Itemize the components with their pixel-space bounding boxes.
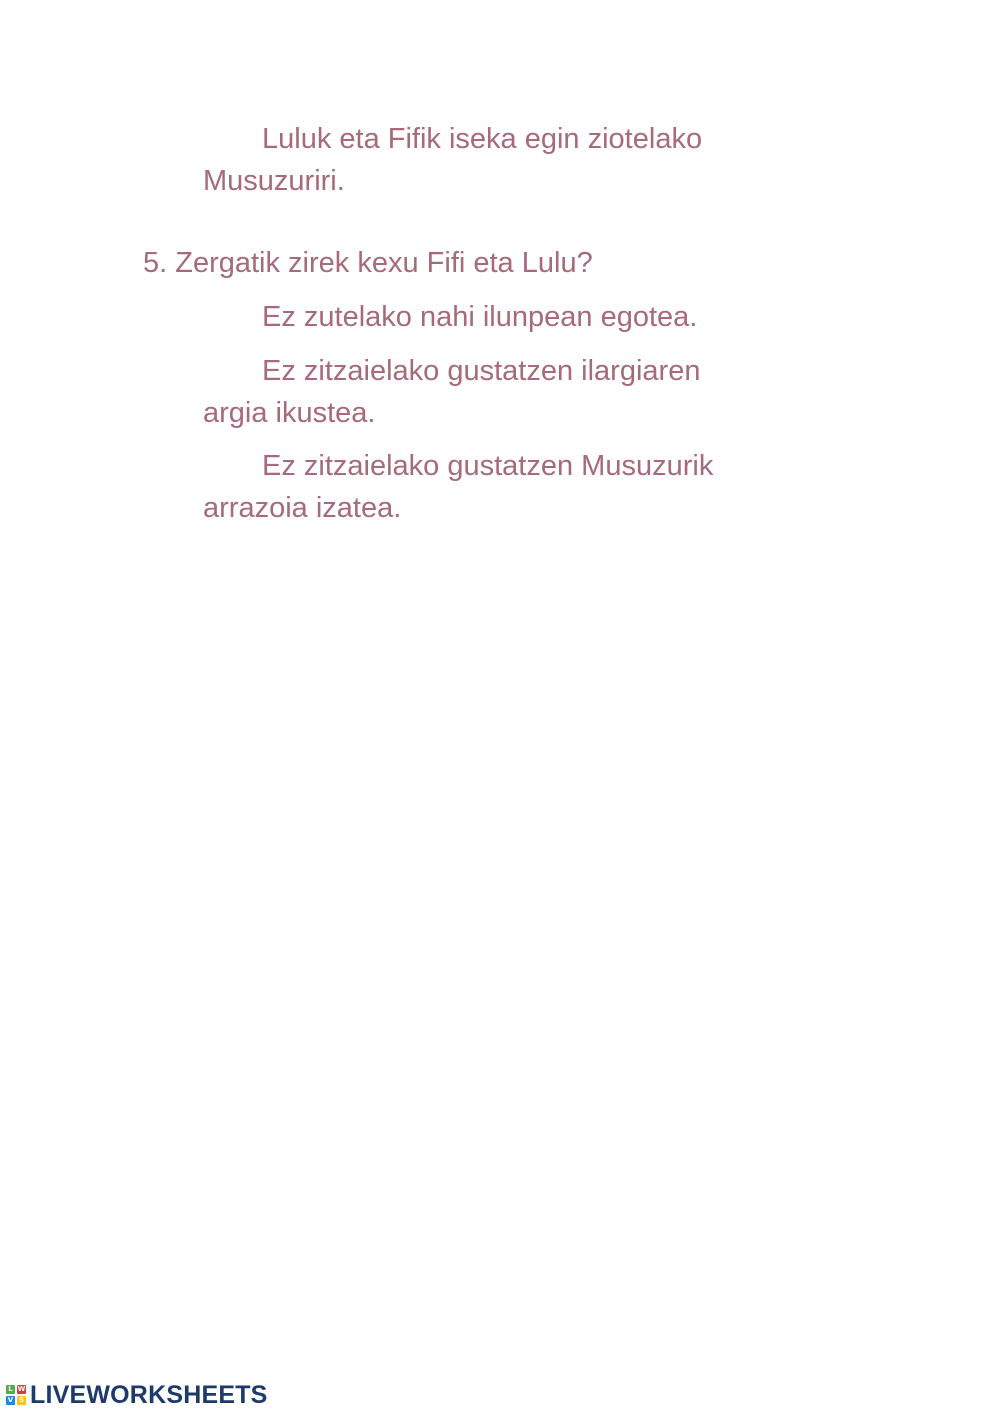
liveworksheets-logo — [6, 1380, 268, 1410]
previous-option-line2: Musuzuriri. — [203, 165, 345, 197]
answer-option-3-line1: Ez zitzaielako gustatzen Musuzurik — [262, 450, 714, 482]
previous-option-line1: Luluk eta Fifik iseka egin ziotelako — [262, 123, 703, 155]
logo-block: S — [18, 1396, 25, 1404]
logo-text: LIVEWORKSHEETS — [30, 1380, 268, 1409]
logo-block: W — [17, 1385, 26, 1393]
question-5: 5. Zergatik zirek kexu Fifi eta Lulu? — [143, 247, 593, 279]
answer-option-2-line2: argia ikustea. — [203, 397, 376, 429]
answer-option-3-line2: arrazoia izatea. — [203, 492, 402, 524]
logo-block: L — [6, 1385, 15, 1394]
answer-option-2-line1: Ez zitzaielako gustatzen ilargiaren — [262, 355, 701, 387]
logo-block: V — [7, 1396, 14, 1404]
logo-blocks-icon — [6, 1385, 26, 1405]
answer-option-1: Ez zutelako nahi ilunpean egotea. — [262, 301, 698, 333]
